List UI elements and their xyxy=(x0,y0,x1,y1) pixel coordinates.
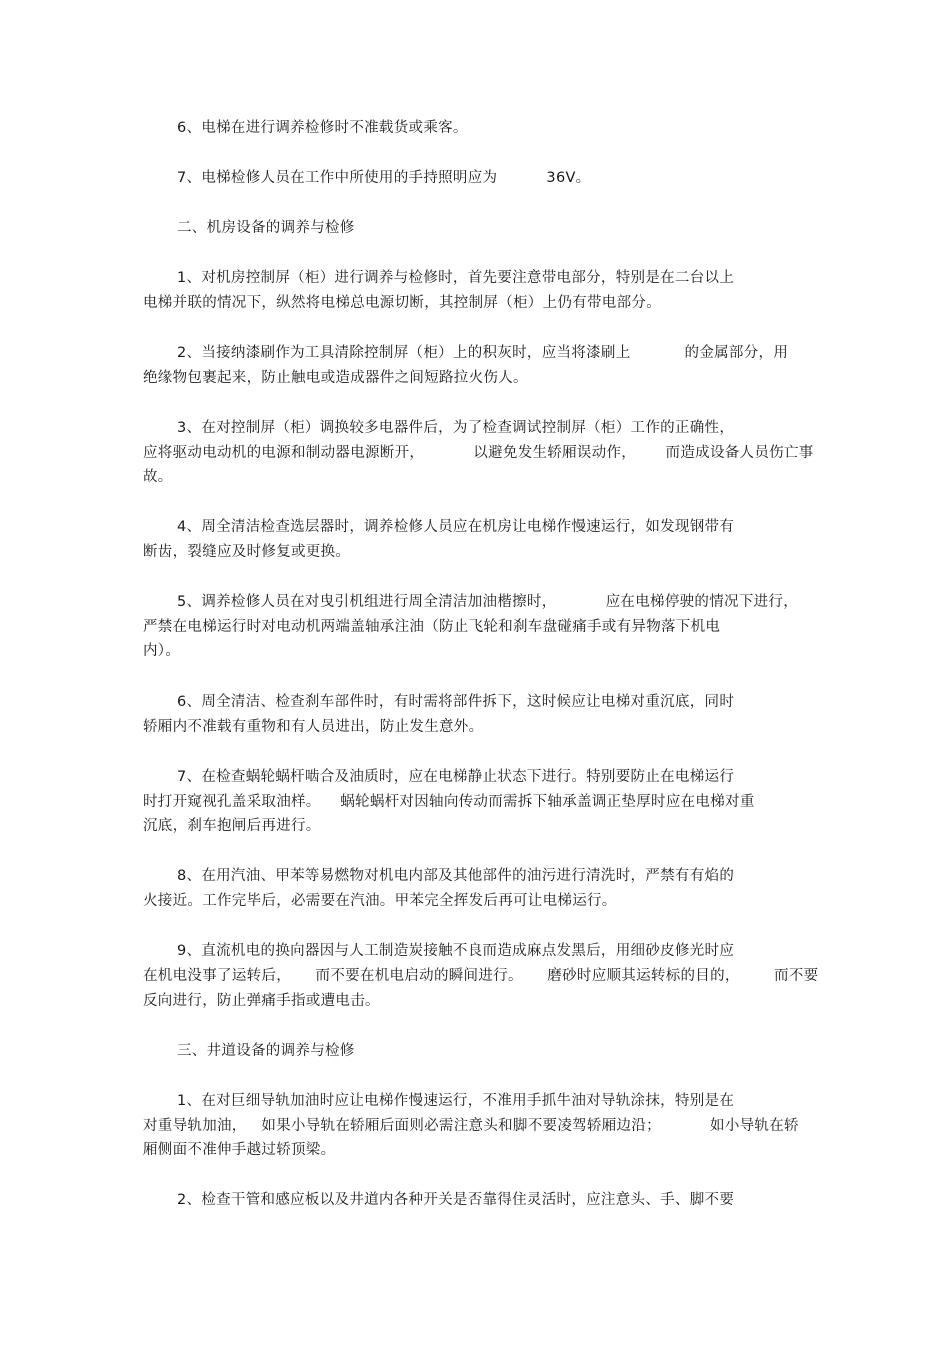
text-line: 1、在对巨细导轨加油时应让电梯作慢速运行，不准用手抓牛油对导轨涂抹，特别是在 xyxy=(177,1093,735,1109)
text-line: 2、当接纳漆刷作为工具清除控制屏（柜）上的积灰时，应当将漆刷上 的金属部分，用 xyxy=(177,345,789,361)
text-line: 时打开窥视孔盖采取油样。 蜗轮蜗杆对因轴向传动而需拆下轴承盖调正垫厚时应在电梯对重 xyxy=(143,794,755,810)
text-line: 沉底，刹车抱闸后再进行。 xyxy=(143,818,321,834)
text-line: 火接近。工作完毕后，必需要在汽油。甲苯完全挥发后再可让电梯运行。 xyxy=(143,893,617,909)
text-line: 3、在对控制屏（柜）调换较多电器件后，为了检查调试控制屏（柜）工作的正确性， xyxy=(177,420,735,436)
text-line: 2、检查干管和感应板以及井道内各种开关是否靠得住灵活时，应注意头、手、脚不要 xyxy=(177,1192,735,1208)
text-line: 4、周全清洁检查选层器时，调养检修人员应在机房让电梯作慢速运行，如发现钢带有 xyxy=(177,519,735,535)
text-line: 6、电梯在进行调养检修时不准载货或乘客。 xyxy=(177,120,468,136)
text-line: 7、电梯检修人员在工作中所使用的手持照明应为 36V。 xyxy=(177,170,591,186)
text-line: 严禁在电梯运行时对电动机两端盖轴承注油（防止飞轮和刹车盘碰痛手或有异物落下机电 xyxy=(143,619,721,635)
text-line: 轿厢内不准载有重物和有人员进出，防止发生意外。 xyxy=(143,719,484,735)
text-line: 电梯并联的情况下，纵然将电梯总电源切断，其控制屏（柜）上仍有带电部分。 xyxy=(143,295,661,311)
text-line: 8、在用汽油、甲苯等易燃物对机电内部及其他部件的油污进行清洗时，严禁有有焰的 xyxy=(177,868,735,884)
text-line: 绝缘物包裹起来，防止触电或造成器件之间短路拉火伤人。 xyxy=(143,370,528,386)
text-line: 应将驱动电动机的电源和制动器电源断开， 以避免发生轿厢误动作， 而造成设备人员伤亡事 xyxy=(143,445,814,461)
text-line: 9、直流机电的换向器因与人工制造炭接触不良而造成麻点发黑后，用细砂皮修光时应 xyxy=(177,943,735,959)
text-line: 故。 xyxy=(143,469,173,485)
section-heading: 三、井道设备的调养与检修 xyxy=(177,1043,355,1059)
text-line: 在机电没事了运转后， 而不要在机电启动的瞬间进行。 磨砂时应顺其运转标的目的， 而不要 xyxy=(143,968,819,984)
text-line: 1、对机房控制屏（柜）进行调养与检修时，首先要注意带电部分，特别是在二台以上 xyxy=(177,270,735,286)
text-line: 厢侧面不准伸手越过轿顶梁。 xyxy=(143,1142,336,1158)
text-line: 内）。 xyxy=(143,643,181,659)
text-line: 5、调养检修人员在对曳引机组进行周全清洁加油楷擦时， 应在电梯停驶的情况下进行， xyxy=(177,594,799,610)
text-line: 对重导轨加油， 如果小导轨在轿厢后面则必需注意头和脚不要凌驾轿厢边沿； 如小导轨在轿 xyxy=(143,1118,799,1134)
text-line: 7、在检查蜗轮蜗杆啮合及油质时，应在电梯静止状态下进行。特别要防止在电梯运行 xyxy=(177,769,735,785)
text-line: 6、周全清洁、检查刹车部件时，有时需将部件拆下，这时候应让电梯对重沉底，同时 xyxy=(177,694,735,710)
text-line: 断齿，裂缝应及时修复或更换。 xyxy=(143,544,351,560)
section-heading: 二、机房设备的调养与检修 xyxy=(177,220,355,236)
text-line: 反向进行，防止弹痛手指或遭电击。 xyxy=(143,993,380,1009)
